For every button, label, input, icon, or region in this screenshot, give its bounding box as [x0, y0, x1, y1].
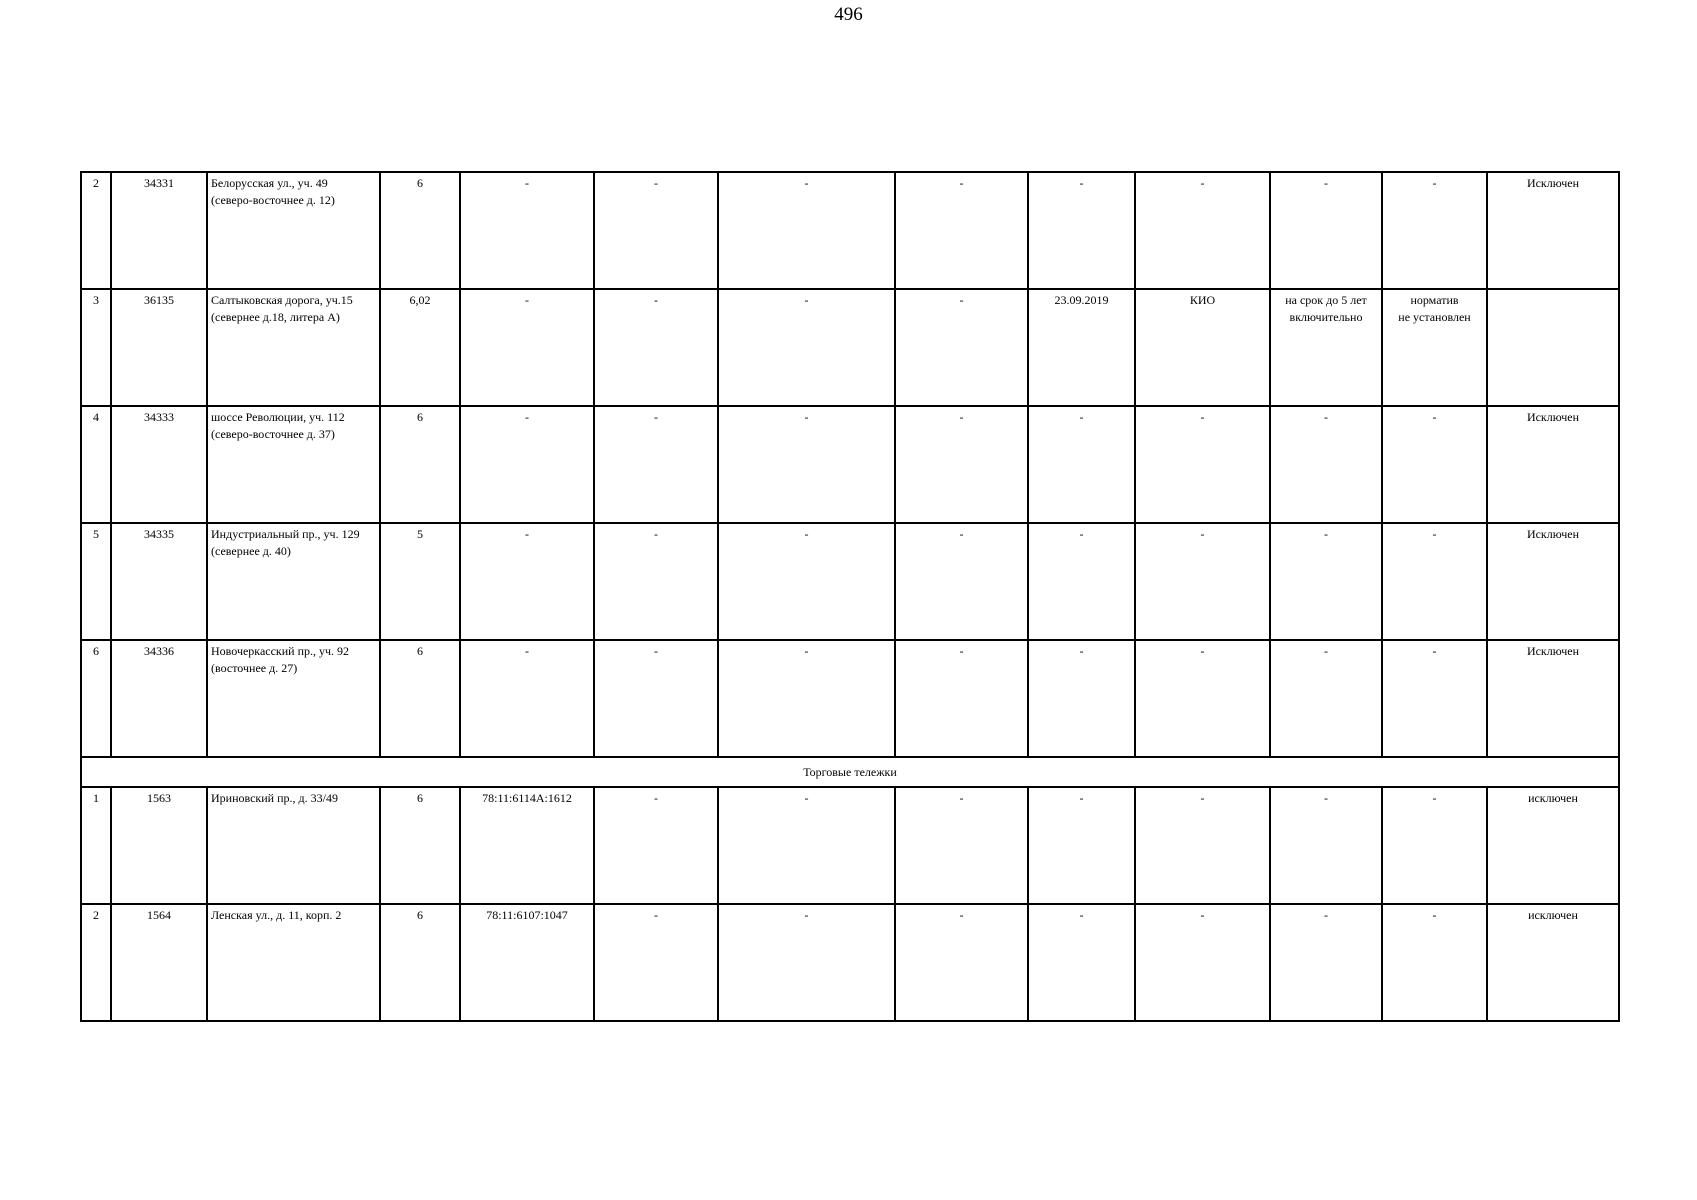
- address-cell: [207, 640, 380, 757]
- date-cell: -: [1028, 523, 1135, 640]
- area-cell: 6,02: [380, 289, 460, 406]
- term-line: на срок до 5 лет: [1285, 293, 1367, 307]
- address-line: Ириновский пр., д. 33/49: [211, 791, 338, 805]
- row-number: 6: [81, 640, 111, 757]
- norm-line: норматив: [1410, 293, 1459, 307]
- organ-cell: -: [1135, 172, 1270, 289]
- cadastral-cell: 78:11:6114А:1612: [460, 787, 594, 904]
- norm-cell: [1382, 640, 1487, 757]
- status-cell: Исключен: [1487, 523, 1619, 640]
- address-line: Салтыковская дорога, уч.15: [211, 293, 353, 307]
- norm-line: -: [1432, 908, 1437, 922]
- place-id: 1564: [111, 904, 207, 1021]
- table-row: [81, 172, 1619, 289]
- cell-7: -: [718, 172, 895, 289]
- table-row: [81, 406, 1619, 523]
- term-line: -: [1324, 527, 1328, 541]
- address-line: Индустриальный пр., уч. 129: [211, 527, 360, 541]
- row-number: 2: [81, 904, 111, 1021]
- row-number: 4: [81, 406, 111, 523]
- term-line: включительно: [1289, 310, 1363, 324]
- norm-line: -: [1432, 410, 1437, 424]
- term-cell: [1270, 289, 1382, 406]
- norm-cell: [1382, 289, 1487, 406]
- address-cell: [207, 406, 380, 523]
- table-row: [81, 787, 1619, 904]
- organ-cell: -: [1135, 787, 1270, 904]
- cell-8: -: [895, 523, 1028, 640]
- status-cell: исключен: [1487, 787, 1619, 904]
- registry-table: [80, 171, 1620, 1022]
- date-cell: -: [1028, 406, 1135, 523]
- term-line: -: [1324, 791, 1328, 805]
- address-line: (северо-восточнее д. 12): [211, 193, 335, 207]
- norm-cell: [1382, 406, 1487, 523]
- norm-line: -: [1432, 644, 1437, 658]
- cadastral-cell: 78:11:6107:1047: [460, 904, 594, 1021]
- organ-cell: -: [1135, 640, 1270, 757]
- section-title: Торговые тележки: [81, 757, 1619, 787]
- status-cell: Исключен: [1487, 172, 1619, 289]
- cell-7: -: [718, 787, 895, 904]
- cadastral-cell: -: [460, 523, 594, 640]
- cell-7: -: [718, 523, 895, 640]
- norm-line: -: [1432, 527, 1437, 541]
- place-id: 34336: [111, 640, 207, 757]
- norm-line: не установлен: [1398, 310, 1471, 324]
- address-cell: [207, 523, 380, 640]
- place-id: 36135: [111, 289, 207, 406]
- address-line: (севернее д.18, литера А): [211, 310, 340, 324]
- norm-cell: [1382, 787, 1487, 904]
- page-number: 496: [834, 4, 863, 25]
- table-row: [81, 523, 1619, 640]
- address-line: Ленская ул., д. 11, корп. 2: [211, 908, 342, 922]
- term-cell: [1270, 406, 1382, 523]
- cadastral-cell: -: [460, 172, 594, 289]
- row-number: 3: [81, 289, 111, 406]
- area-cell: 5: [380, 523, 460, 640]
- address-line: (восточнее д. 27): [211, 661, 298, 675]
- table-row: [81, 640, 1619, 757]
- status-cell: Исключен: [1487, 406, 1619, 523]
- table-row: [81, 904, 1619, 1021]
- status-cell: Исключен: [1487, 640, 1619, 757]
- section-row: [81, 757, 1619, 787]
- row-number: 5: [81, 523, 111, 640]
- cell-6: -: [594, 406, 718, 523]
- organ-cell: -: [1135, 523, 1270, 640]
- cell-8: -: [895, 787, 1028, 904]
- term-cell: [1270, 640, 1382, 757]
- organ-cell: -: [1135, 406, 1270, 523]
- address-line: (северо-восточнее д. 37): [211, 427, 335, 441]
- term-cell: [1270, 523, 1382, 640]
- area-cell: 6: [380, 787, 460, 904]
- cell-8: -: [895, 289, 1028, 406]
- cell-8: -: [895, 904, 1028, 1021]
- date-cell: -: [1028, 904, 1135, 1021]
- address-cell: [207, 172, 380, 289]
- place-id: 34335: [111, 523, 207, 640]
- place-id: 34333: [111, 406, 207, 523]
- address-line: шоссе Революции, уч. 112: [211, 410, 345, 424]
- cell-6: -: [594, 172, 718, 289]
- cell-6: -: [594, 289, 718, 406]
- term-line: -: [1324, 908, 1328, 922]
- row-number: 1: [81, 787, 111, 904]
- cadastral-cell: -: [460, 289, 594, 406]
- place-id: 34331: [111, 172, 207, 289]
- area-cell: 6: [380, 640, 460, 757]
- cell-6: -: [594, 523, 718, 640]
- cell-8: -: [895, 172, 1028, 289]
- term-cell: [1270, 787, 1382, 904]
- address-cell: [207, 904, 380, 1021]
- term-line: -: [1324, 176, 1328, 190]
- date-cell: -: [1028, 172, 1135, 289]
- norm-cell: [1382, 172, 1487, 289]
- area-cell: 6: [380, 172, 460, 289]
- term-cell: [1270, 172, 1382, 289]
- cell-7: -: [718, 406, 895, 523]
- address-cell: [207, 787, 380, 904]
- address-line: Новочеркасский пр., уч. 92: [211, 644, 350, 658]
- norm-cell: [1382, 523, 1487, 640]
- area-cell: 6: [380, 904, 460, 1021]
- cell-8: -: [895, 406, 1028, 523]
- term-line: -: [1324, 410, 1328, 424]
- cell-7: -: [718, 289, 895, 406]
- area-cell: 6: [380, 406, 460, 523]
- row-number: 2: [81, 172, 111, 289]
- status-cell: исключен: [1487, 904, 1619, 1021]
- term-line: -: [1324, 644, 1328, 658]
- norm-line: -: [1432, 791, 1437, 805]
- address-line: Белорусская ул., уч. 49: [211, 176, 328, 190]
- status-cell: [1487, 289, 1619, 406]
- cell-7: -: [718, 904, 895, 1021]
- organ-cell: КИО: [1135, 289, 1270, 406]
- address-line: (севернее д. 40): [211, 544, 291, 558]
- cell-6: -: [594, 787, 718, 904]
- cell-6: -: [594, 904, 718, 1021]
- date-cell: 23.09.2019: [1028, 289, 1135, 406]
- cell-6: -: [594, 640, 718, 757]
- term-cell: [1270, 904, 1382, 1021]
- cell-7: -: [718, 640, 895, 757]
- cadastral-cell: -: [460, 406, 594, 523]
- registry-body: [81, 172, 1619, 1021]
- norm-cell: [1382, 904, 1487, 1021]
- norm-line: -: [1432, 176, 1437, 190]
- cadastral-cell: -: [460, 640, 594, 757]
- cell-8: -: [895, 640, 1028, 757]
- table-row: [81, 289, 1619, 406]
- date-cell: -: [1028, 640, 1135, 757]
- place-id: 1563: [111, 787, 207, 904]
- organ-cell: -: [1135, 904, 1270, 1021]
- address-cell: [207, 289, 380, 406]
- date-cell: -: [1028, 787, 1135, 904]
